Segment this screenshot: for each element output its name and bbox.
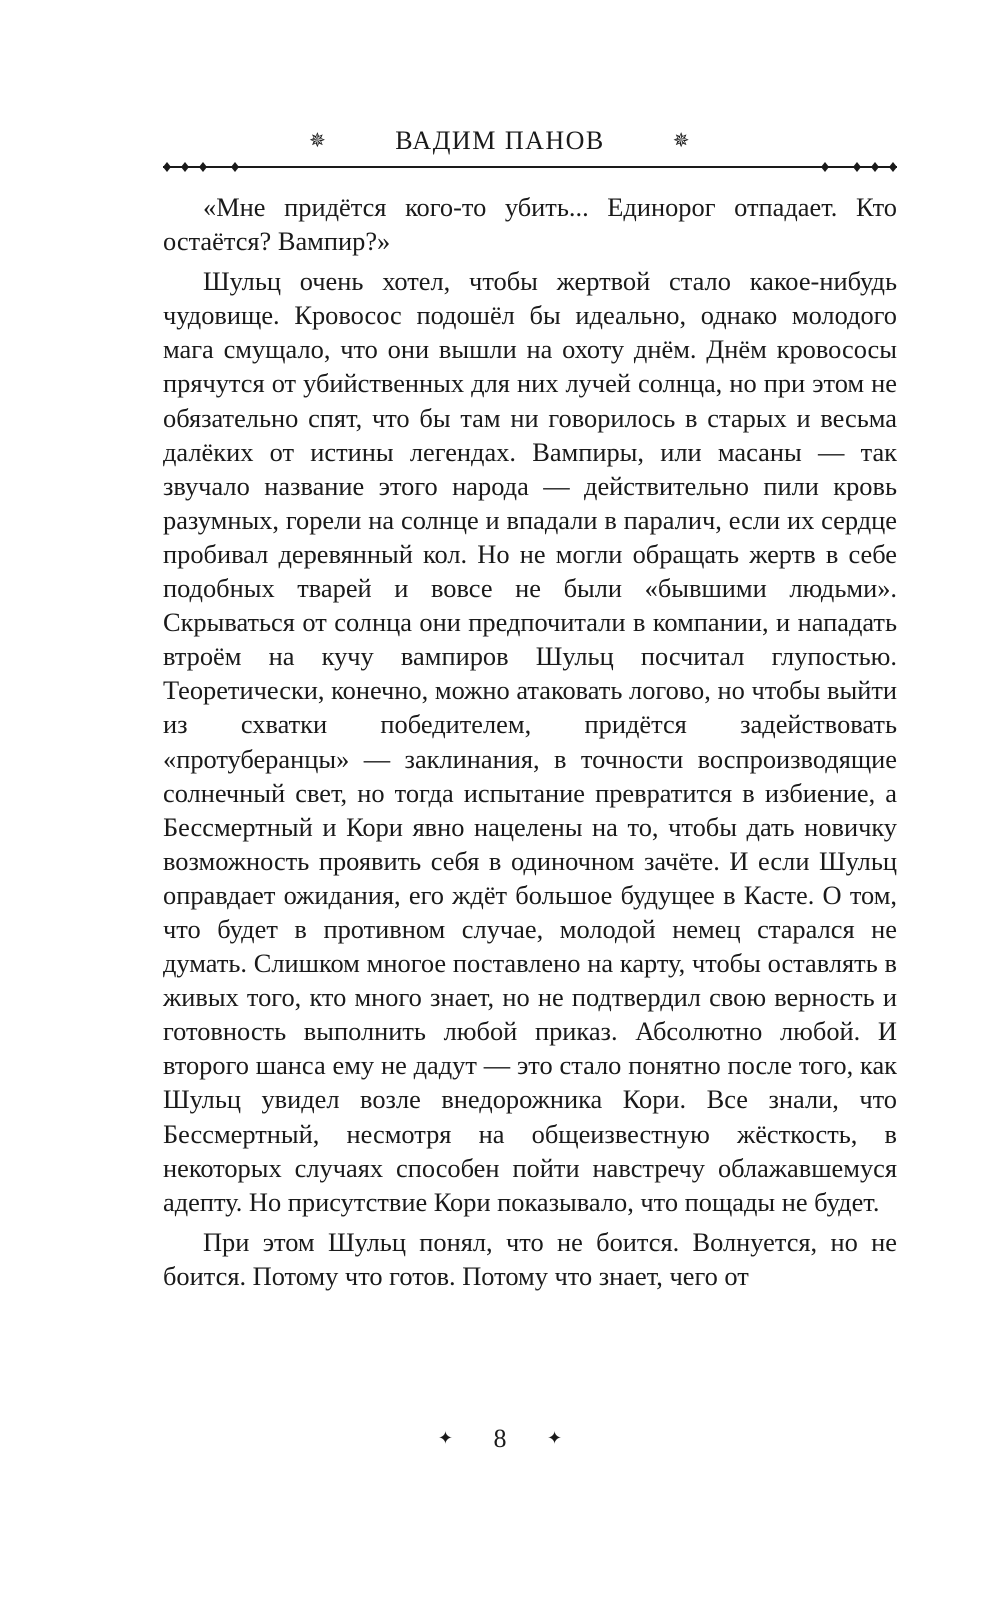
page-footer: [0, 1424, 1000, 1454]
header-rule: [163, 160, 897, 174]
diamond-rule-icon: [163, 160, 897, 174]
flower-ornament-icon: ✵: [308, 130, 328, 152]
four-point-star-icon: ✦: [437, 1428, 453, 1448]
page-number: 8: [493, 1424, 507, 1453]
paragraph-3: При этом Шульц понял, что не боится. Волнуется, но не боится. Потому что готов. Потому что знает, чего от: [163, 1226, 897, 1291]
body-text: [163, 190, 897, 1293]
paragraph-2: Шульц очень хотел, чтобы жертвой стало какое-нибудь чудовище. Кровосос подошёл бы идеально, однако молодого мага смущало, что они вышли на охоту днём. Днём кровососы прячутся от убийственных для них лучей солнца, но при этом не обязательно спят, что бы там ни говорилось в старых и весьма далёких от истины легендах. Вампиры, или масаны — так звучало название этого народа — действительно пили кровь разумных, горели на солнце и впадали в паралич, если их сердце пробивал деревянный кол. Но не могли обращать жертв в себе подобных тварей и вовсе не были «бывшими людьми». Скрываться от солнца они предпочитали в компании, и нападать втроём на кучу вампиров Шульц посчитал глупостью. Теоретически, конечно, можно атаковать логово, но чтобы выйти из схватки победителем, придётся задействовать «протуберанцы» — заклинания, в точности воспроизводящие солнечный свет, но тогда испытание превратится в избиение, а Бессмертный и Кори явно нацелены на то, чтобы дать новичку возможность проявить себя в одиночном зачёте. И если Шульц оправдает ожидания, его ждёт большое будущее в Касте. О том, что будет в противном случае, молодой немец старался не думать. Слишком многое поставлено на карту, чтобы оставлять в живых того, кто много знает, но не подтвердил свою верность и готовность выполнить любой приказ. Абсолютно любой. И второго шанса ему не дадут — это стало понятно после того, как Шульц увидел возле внедорожника Кори. Все знали, что Бессмертный, несмотря на общеизвестную жёсткость, в некоторых случаях способен пойти навстречу облажавшемуся адепту. Но присутствие Кори показывало, что пощады не будет.: [163, 266, 897, 1217]
four-point-star-icon: ✦: [547, 1428, 563, 1448]
paragraph-1: «Мне придётся кого-то убить... Единорог отпадает. Кто остаётся? Вампир?»: [163, 192, 897, 257]
flower-ornament-icon: ✵: [672, 130, 692, 152]
author-name: ВАДИМ ПАНОВ: [395, 126, 605, 155]
running-head: [0, 126, 1000, 156]
